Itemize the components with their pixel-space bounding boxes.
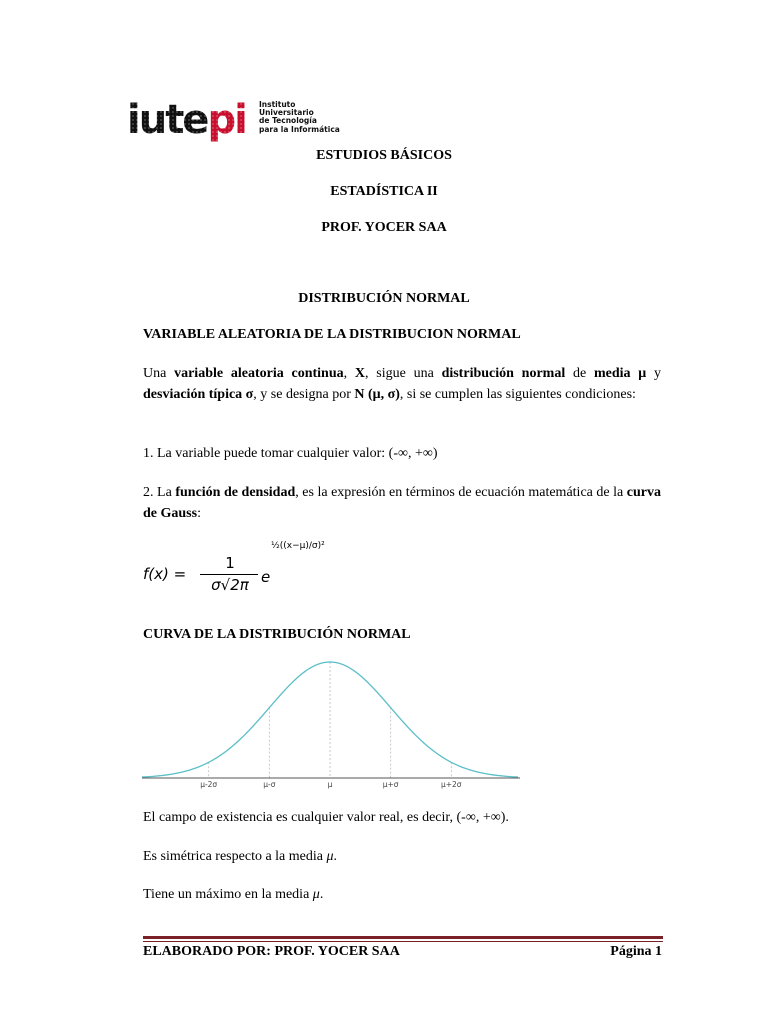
cond2-b2: curva de Gauss [143,485,662,521]
prop2-end: . [333,849,338,864]
subsection-title: VARIABLE ALEATORIA DE LA DISTRIBUCION NORMAL [143,327,521,342]
logo-tagline-line4: para la Informática [259,124,340,134]
formula-denominator: σ√2π [211,576,249,594]
header-line-3: PROF. YOCER SAA [321,220,447,235]
intro-t2: , [343,366,355,381]
property-maximum [143,885,323,905]
logo-word-part1: iute [127,97,208,143]
intro-t5: y [646,366,662,381]
prop2-text: Es simétrica respecto a la media [143,849,327,864]
header-line-1: ESTUDIOS BÁSICOS [316,148,452,163]
x-tick-label-1: μ-σ [263,780,276,789]
intro-t4: de [565,366,594,381]
intro-b6: N (μ, σ) [354,387,400,402]
footer-rule-thick [143,936,663,939]
curve-title: CURVA DE LA DISTRIBUCIÓN NORMAL [143,627,411,642]
x-tick-label-4: μ+2σ [440,780,462,789]
section-title: DISTRIBUCIÓN NORMAL [298,291,470,306]
formula-base: e [261,568,271,586]
footer-rule-thin [143,941,663,942]
logo-wordmark [127,98,246,142]
formula-fraction-bar [200,574,258,575]
logo-tagline-line3: de Tecnología [259,116,317,126]
prop3-mu: μ [312,887,320,902]
iutepi-logo [127,98,342,146]
cond2-t2: , es la expresión en términos de ecuación matemática de la [295,485,627,500]
logo-tagline [259,101,340,134]
prop2-mu: μ [326,849,334,864]
cond2-t1: 2. La [143,485,176,500]
gauss-density-formula [143,541,343,600]
prop3-end: . [319,887,324,902]
intro-t1: Una [143,366,175,381]
cond2-t3: : [197,506,201,521]
intro-b5: desviación típica σ [143,387,254,402]
intro-b1: variable aleatoria continua [174,366,344,381]
intro-b2: X [354,366,365,381]
property-domain: El campo de existencia es cualquier valor real, es decir, (-∞, +∞). [143,810,509,825]
formula-numerator: 1 [225,554,235,572]
x-tick-label-2: μ [327,780,333,789]
intro-t7: , si se cumplen las siguientes condiciones: [399,387,636,402]
intro-b4: media μ [593,366,647,381]
condition-2 [143,482,661,524]
formula-lhs: f(x) = [143,565,187,583]
logo-word-part2: pi [207,97,246,143]
footer-author: ELABORADO POR: PROF. YOCER SAA [143,944,400,959]
formula-exponent: ½((x−μ)/σ)² [271,541,325,551]
logo-tagline-line2: Universitario [259,108,314,118]
prop3-text: Tiene un máximo en la media [143,887,313,902]
intro-paragraph [143,363,661,405]
x-tick-label-0: μ-2σ [200,780,218,789]
footer-page-number: Página 1 [610,944,662,959]
condition-1: 1. La variable puede tomar cualquier valor: (-∞, +∞) [143,446,438,461]
intro-t3: , sigue una [365,366,442,381]
cond2-b1: función de densidad [175,485,296,500]
intro-t6: , y se designa por [253,387,355,402]
x-tick-label-3: μ+σ [382,780,399,789]
property-symmetry [143,847,337,867]
intro-b3: distribución normal [441,366,566,381]
header-line-2: ESTADÍSTICA II [330,184,438,199]
normal-distribution-chart [142,652,520,792]
logo-tagline-line1: Instituto [259,100,296,109]
